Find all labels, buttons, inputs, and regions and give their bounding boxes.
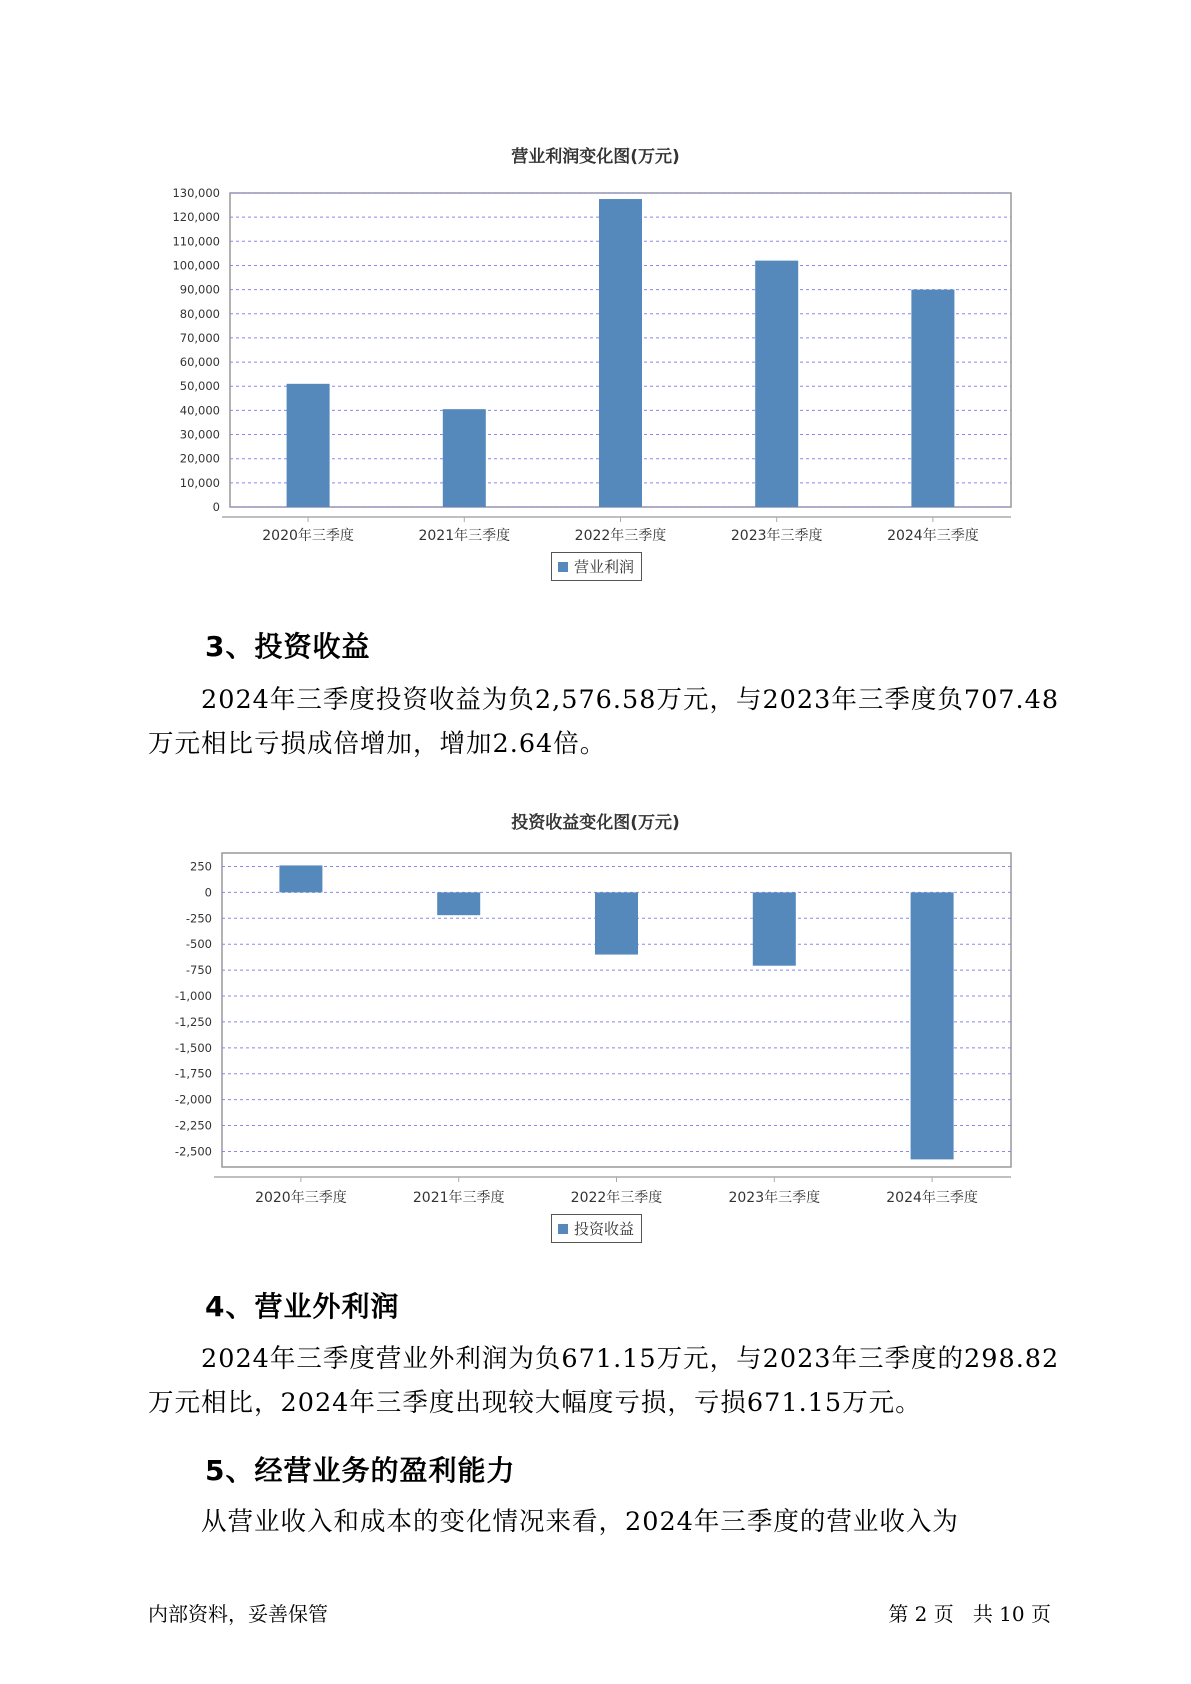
section-heading: 3、投资收益: [205, 630, 371, 663]
x-tick-label: 2023年三季度: [728, 1190, 821, 1206]
y-tick-label: 110,000: [172, 234, 220, 249]
y-tick-label: 130,000: [172, 186, 220, 200]
y-tick-label: 10,000: [179, 475, 220, 490]
footer-note: 内部资料，妥善保管: [148, 1602, 328, 1626]
paragraph-line: 从营业收入和成本的变化情况来看，2024年三季度的营业收入为: [201, 1507, 959, 1537]
bar: [279, 865, 322, 892]
x-tick-label: 2020年三季度: [255, 1190, 347, 1206]
y-tick-label: -2,500: [174, 1144, 212, 1159]
bar: [753, 892, 796, 965]
paragraph: [148, 1337, 1060, 1425]
y-tick-label: -2,250: [174, 1118, 212, 1133]
x-tick-label: 2022年三季度: [570, 1190, 663, 1206]
bar: [595, 892, 638, 954]
y-tick-label: 50,000: [179, 379, 220, 394]
x-tick-label: 2024年三季度: [886, 1190, 978, 1206]
y-tick-label: 80,000: [179, 306, 220, 321]
x-tick-label: 2021年三季度: [412, 1190, 505, 1206]
legend-label: 投资收益: [574, 1220, 635, 1238]
chart-title: 营业利润变化图(万元): [511, 147, 680, 167]
chart-legend: [551, 1214, 642, 1243]
x-tick-label: 2024年三季度: [887, 528, 979, 544]
section-heading: 5、经营业务的盈利能力: [205, 1454, 516, 1487]
y-tick-label: 30,000: [179, 427, 220, 442]
legend-label: 营业利润: [574, 558, 635, 576]
y-tick-label: 0: [204, 885, 212, 900]
bar: [437, 892, 480, 915]
paragraph-line: 2024年三季度营业外利润为负671.15万元，与2023年三季度的298.82: [201, 1344, 1060, 1374]
legend-swatch-icon: [558, 1224, 568, 1234]
page-number: 第 2 页 共 10 页: [888, 1602, 1051, 1626]
y-tick-label: -1,750: [174, 1066, 212, 1081]
y-tick-label: 120,000: [172, 210, 220, 225]
y-tick-label: -1,500: [174, 1040, 212, 1055]
y-tick-label: 90,000: [179, 282, 220, 297]
paragraph-line: 万元相比，2024年三季度出现较大幅度亏损，亏损671.15万元。: [148, 1388, 922, 1418]
bar: [911, 892, 954, 1159]
y-tick-label: -250: [185, 911, 212, 926]
y-tick-label: 60,000: [179, 355, 220, 370]
x-tick-label: 2020年三季度: [262, 528, 354, 544]
y-tick-label: -1,000: [174, 989, 212, 1004]
x-tick-label: 2022年三季度: [574, 528, 667, 544]
y-tick-label: 70,000: [179, 330, 220, 345]
y-tick-label: -2,000: [174, 1092, 212, 1107]
paragraph: [148, 1500, 1048, 1544]
y-tick-label: -1,250: [174, 1014, 212, 1029]
paragraph-line: 万元相比亏损成倍增加，增加2.64倍。: [148, 729, 607, 759]
y-tick-label: -750: [185, 963, 212, 978]
paragraph-line: 2024年三季度投资收益为负2,576.58万元，与2023年三季度负707.48: [201, 685, 1060, 715]
y-tick-label: -500: [185, 937, 212, 952]
chart-title: 投资收益变化图(万元): [511, 813, 680, 833]
y-tick-label: 0: [212, 500, 220, 514]
y-tick-label: 250: [190, 859, 212, 874]
y-tick-label: 100,000: [172, 258, 220, 273]
y-tick-label: 40,000: [179, 403, 220, 418]
x-tick-label: 2021年三季度: [418, 528, 511, 544]
x-tick-label: 2023年三季度: [730, 528, 823, 544]
y-tick-label: 20,000: [179, 451, 220, 466]
section-heading: 4、营业外利润: [205, 1290, 400, 1323]
